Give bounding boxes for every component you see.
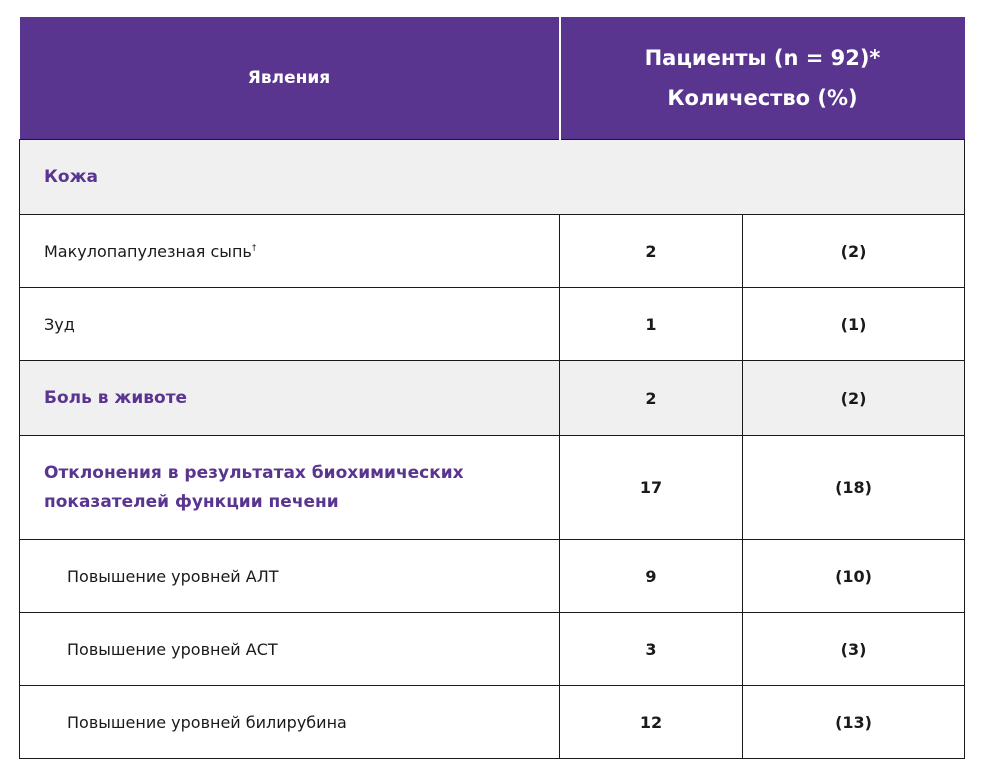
category-text: Боль в животе [44,387,188,408]
category-text-line1: Отклонения в результатах биохимических [44,462,464,483]
count-cell: 2 [560,215,743,288]
table-row [20,215,965,288]
count-cell: 17 [560,436,743,540]
category-label [20,361,560,436]
percent-cell: (1) [743,288,965,361]
percent-cell: (2) [743,361,965,436]
header-events: Явления [20,17,560,140]
table-row [20,540,965,613]
adverse-events-table [19,17,965,759]
event-label: Повышение уровней АСТ [20,613,560,686]
event-label: Повышение уровней билирубина [20,686,560,759]
count-cell: 12 [560,686,743,759]
table-row-skin [20,140,965,215]
category-text: Кожа [44,166,98,187]
table-row-abdominal-pain [20,361,965,436]
percent-cell: (13) [743,686,965,759]
category-label [20,436,560,540]
percent-cell: (10) [743,540,965,613]
count-cell: 9 [560,540,743,613]
table-row [20,613,965,686]
footnote-mark: † [251,243,257,254]
count-cell: 3 [560,613,743,686]
count-cell: 2 [560,361,743,436]
event-text: Макулопапулезная сыпь [44,241,252,261]
header-patients-line1: Пациенты (n = 92)* [644,46,881,70]
table-row [20,288,965,361]
adverse-events-table-container [19,17,964,759]
table-row-liver-tests [20,436,965,540]
percent-cell: (2) [743,215,965,288]
table-header-row [20,17,965,140]
category-text-line2: показателей функции печени [44,491,339,512]
category-label [20,140,965,215]
event-label [20,215,560,288]
header-patients-line2: Количество (%) [667,86,858,110]
event-label: Зуд [20,288,560,361]
percent-cell: (18) [743,436,965,540]
event-label: Повышение уровней АЛТ [20,540,560,613]
count-cell: 1 [560,288,743,361]
header-patients [560,17,965,140]
table-row [20,686,965,759]
percent-cell: (3) [743,613,965,686]
